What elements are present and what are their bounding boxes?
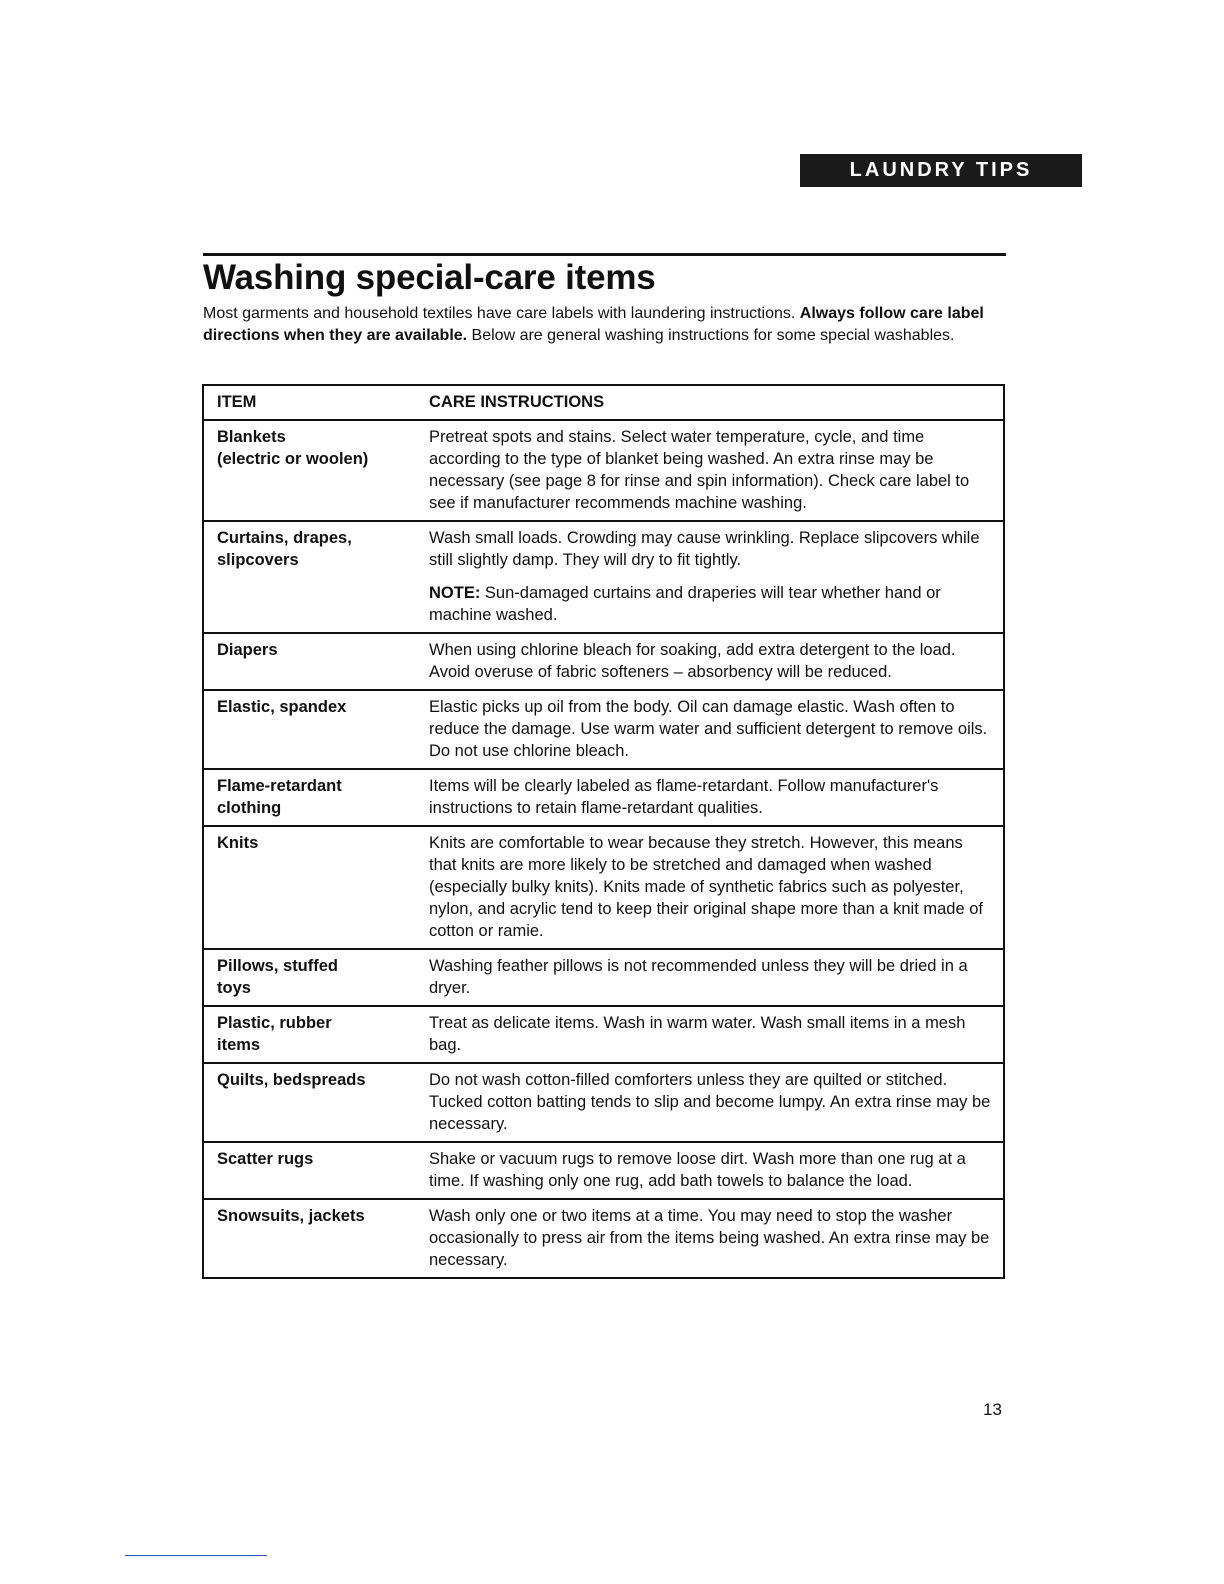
intro-emphasis: Always follow care label directions when they are available. <box>203 305 984 344</box>
item-plastic <box>203 1006 417 1063</box>
instructions-cell: Wash only one or two items at a time. You may need to stop the washer occasionally to press air from the items being washed. An extra rinse may be necessary. <box>417 1199 1004 1278</box>
table-row <box>203 1199 1004 1278</box>
intro-paragraph <box>203 303 1003 347</box>
table-row <box>203 521 1004 633</box>
instructions-text: Wash small loads. Crowding may cause wrinkling. Replace slipcovers while still slightly damp. They will dry to fit tightly. <box>429 529 980 569</box>
table-row <box>203 826 1004 949</box>
item-name-line2: (electric or woolen) <box>217 450 369 468</box>
instructions-cell: Treat as delicate items. Wash in warm water. Wash small items in a mesh bag. <box>417 1006 1004 1063</box>
header-item: ITEM <box>203 385 417 420</box>
item-name-line1: Plastic, rubber <box>217 1014 332 1032</box>
intro-text: Most garments and household textiles have care labels with laundering instructions. <box>203 305 800 322</box>
item-name-line2: items <box>217 1036 261 1054</box>
item-diapers: Diapers <box>203 633 417 690</box>
section-tab: LAUNDRY TIPS <box>800 154 1082 187</box>
item-name-line2: clothing <box>217 799 282 817</box>
table-row <box>203 1142 1004 1199</box>
item-curtains <box>203 521 417 633</box>
page-title: Washing special-care items <box>203 258 656 297</box>
item-flame-retardant <box>203 769 417 826</box>
table-row <box>203 949 1004 1006</box>
instructions-cell: Elastic picks up oil from the body. Oil can damage elastic. Wash often to reduce the damage. Use warm water and sufficient detergent to remove oils. Do not use chlorine bleach. <box>417 690 1004 769</box>
instructions-cell: When using chlorine bleach for soaking, add extra detergent to the load. Avoid overuse of fabric softeners – absorbency will be reduced. <box>417 633 1004 690</box>
instructions-cell <box>417 521 1004 633</box>
title-rule <box>203 253 1006 256</box>
instructions-cell: Shake or vacuum rugs to remove loose dirt. Wash more than one rug at a time. If washing only one rug, add bath towels to balance the load. <box>417 1142 1004 1199</box>
care-table <box>202 384 1005 1279</box>
table-row <box>203 1063 1004 1142</box>
item-name-line2: slipcovers <box>217 551 299 569</box>
item-scatter-rugs: Scatter rugs <box>203 1142 417 1199</box>
table-row <box>203 690 1004 769</box>
page-number: 13 <box>983 1400 1002 1419</box>
item-blankets <box>203 420 417 521</box>
item-knits: Knits <box>203 826 417 949</box>
item-name-line1: Flame-retardant <box>217 777 342 795</box>
item-name-line1: Curtains, drapes, <box>217 529 352 547</box>
item-name-line2: toys <box>217 979 251 997</box>
item-snowsuits: Snowsuits, jackets <box>203 1199 417 1278</box>
table-row <box>203 633 1004 690</box>
table-header-row <box>203 385 1004 420</box>
header-care-instructions: CARE INSTRUCTIONS <box>417 385 1004 420</box>
instructions-cell: Items will be clearly labeled as flame-retardant. Follow manufacturer's instructions to retain flame-retardant qualities. <box>417 769 1004 826</box>
item-elastic: Elastic, spandex <box>203 690 417 769</box>
instructions-cell: Do not wash cotton-filled comforters unless they are quilted or stitched. Tucked cotton batting tends to slip and become lumpy. An extra rinse may be necessary. <box>417 1063 1004 1142</box>
table-row <box>203 1006 1004 1063</box>
item-name-line1: Pillows, stuffed <box>217 957 339 975</box>
instructions-cell: Pretreat spots and stains. Select water temperature, cycle, and time according to the type of blanket being washed. An extra rinse may be necessary (see page 8 for rinse and spin information). Check care label to see if manufacturer recommends machine washing. <box>417 420 1004 521</box>
note <box>429 582 991 626</box>
item-name-line1: Blankets <box>217 428 286 446</box>
item-pillows <box>203 949 417 1006</box>
table-row <box>203 769 1004 826</box>
table-row <box>203 420 1004 521</box>
note-label: NOTE: <box>429 584 481 602</box>
item-quilts: Quilts, bedspreads <box>203 1063 417 1142</box>
instructions-cell: Washing feather pillows is not recommended unless they will be dried in a dryer. <box>417 949 1004 1006</box>
intro-text-end: Below are general washing instructions for some special washables. <box>467 327 955 344</box>
footer-rule <box>125 1555 267 1556</box>
instructions-cell: Knits are comfortable to wear because they stretch. However, this means that knits are more likely to be stretched and damaged when washed (especially bulky knits). Knits made of synthetic fabrics such as polyester, nylon, and acrylic tend to keep their original shape more than a knit made of cotton or ramie. <box>417 826 1004 949</box>
note-text: Sun-damaged curtains and draperies will tear whether hand or machine washed. <box>429 584 941 624</box>
